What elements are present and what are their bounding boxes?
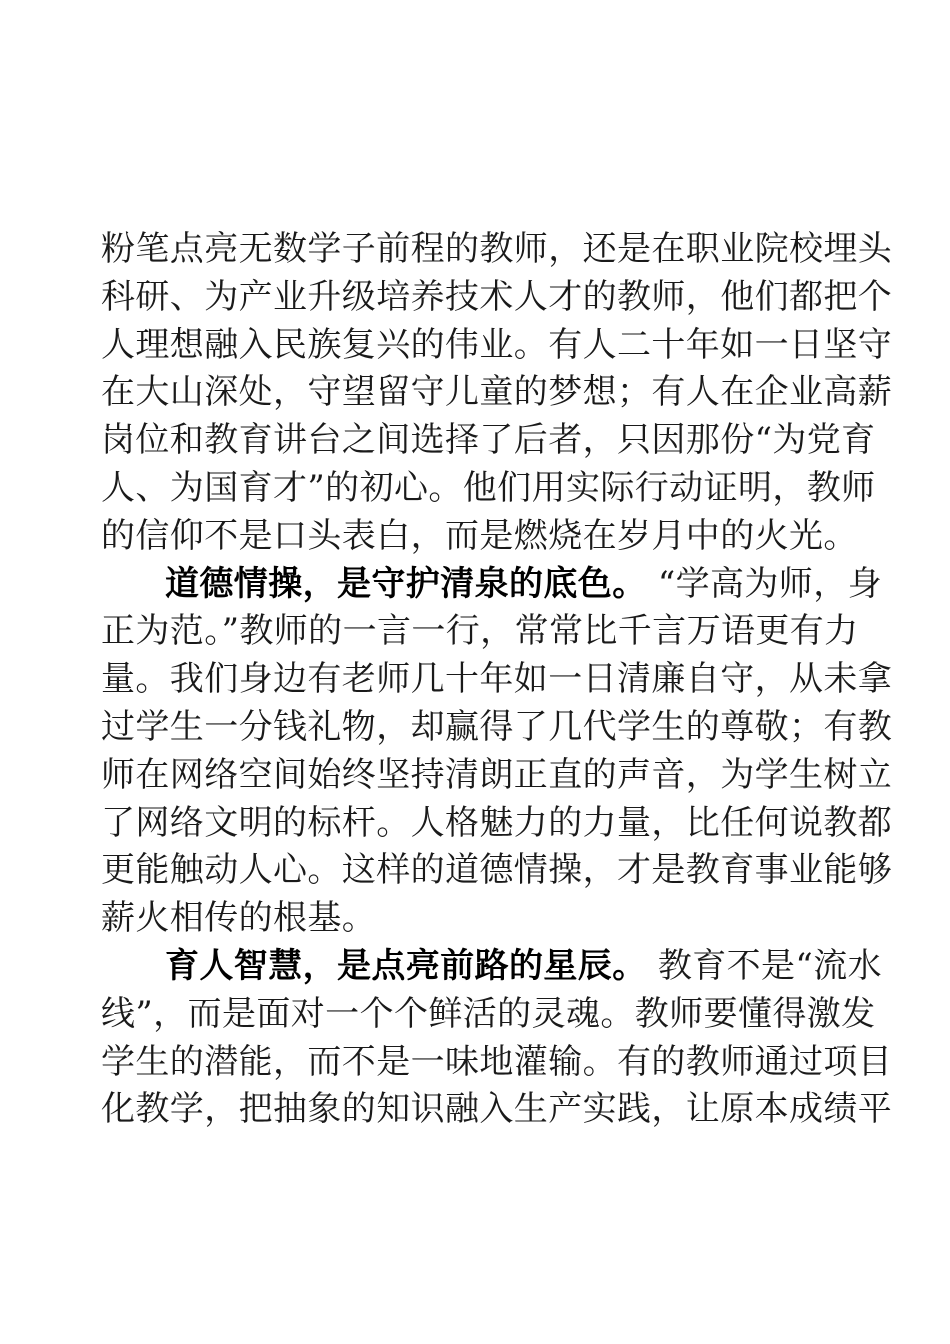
- text-line: 学生的潜能，而不是一味地灌输。有的教师通过项目: [101, 1041, 893, 1082]
- text-line: 在大山深处，守望留守儿童的梦想；有人在企业高薪: [101, 372, 893, 413]
- text-line: 薪火相传的根基。: [101, 898, 377, 939]
- document-body: [101, 226, 893, 1134]
- text-line: 过学生一分钱礼物，却赢得了几代学生的尊敬；有教: [101, 706, 893, 747]
- paragraph-first-line-text: “学高为师，身: [646, 563, 882, 604]
- paragraph-first-line: [101, 561, 882, 609]
- paragraph-lead-heading: 育人智慧，是点亮前路的星辰。: [165, 945, 647, 986]
- paragraph-first-line: [101, 943, 882, 991]
- paragraph-wisdom: [101, 943, 893, 1134]
- text-line: 量。我们身边有老师几十年如一日清廉自守，从未拿: [101, 659, 893, 700]
- text-line: 科研、为产业升级培养技术人才的教师，他们都把个: [101, 276, 893, 317]
- text-line: 的信仰不是口头表白，而是燃烧在岁月中的火光。: [101, 515, 858, 556]
- paragraph-first-line-text: 教育不是“流水: [646, 945, 882, 986]
- text-line: 岗位和教育讲台之间选择了后者，只因那份“为党育: [101, 420, 876, 461]
- text-line: 线”，而是面对一个个鲜活的灵魂。教师要懂得激发: [101, 993, 876, 1034]
- paragraph-morality: [101, 561, 893, 943]
- text-line: 正为范。”教师的一言一行，常常比千言万语更有力: [101, 611, 859, 652]
- text-line: 化教学，把抽象的知识融入生产实践，让原本成绩平: [101, 1089, 893, 1130]
- paragraph-lead-heading: 道德情操，是守护清泉的底色。: [165, 563, 647, 604]
- text-line: 人、为国育才”的初心。他们用实际行动证明，教师: [101, 467, 876, 508]
- text-line: 师在网络空间始终坚持清朗正直的声音，为学生树立: [101, 754, 893, 795]
- text-line: 人理想融入民族复兴的伟业。有人二十年如一日坚守: [101, 324, 893, 365]
- paragraph-continued: [101, 226, 893, 561]
- text-line: 更能触动人心。这样的道德情操，才是教育事业能够: [101, 850, 893, 891]
- text-line: 了网络文明的标杆。人格魅力的力量，比任何说教都: [101, 802, 893, 843]
- text-line: 粉笔点亮无数学子前程的教师，还是在职业院校埋头: [101, 229, 893, 269]
